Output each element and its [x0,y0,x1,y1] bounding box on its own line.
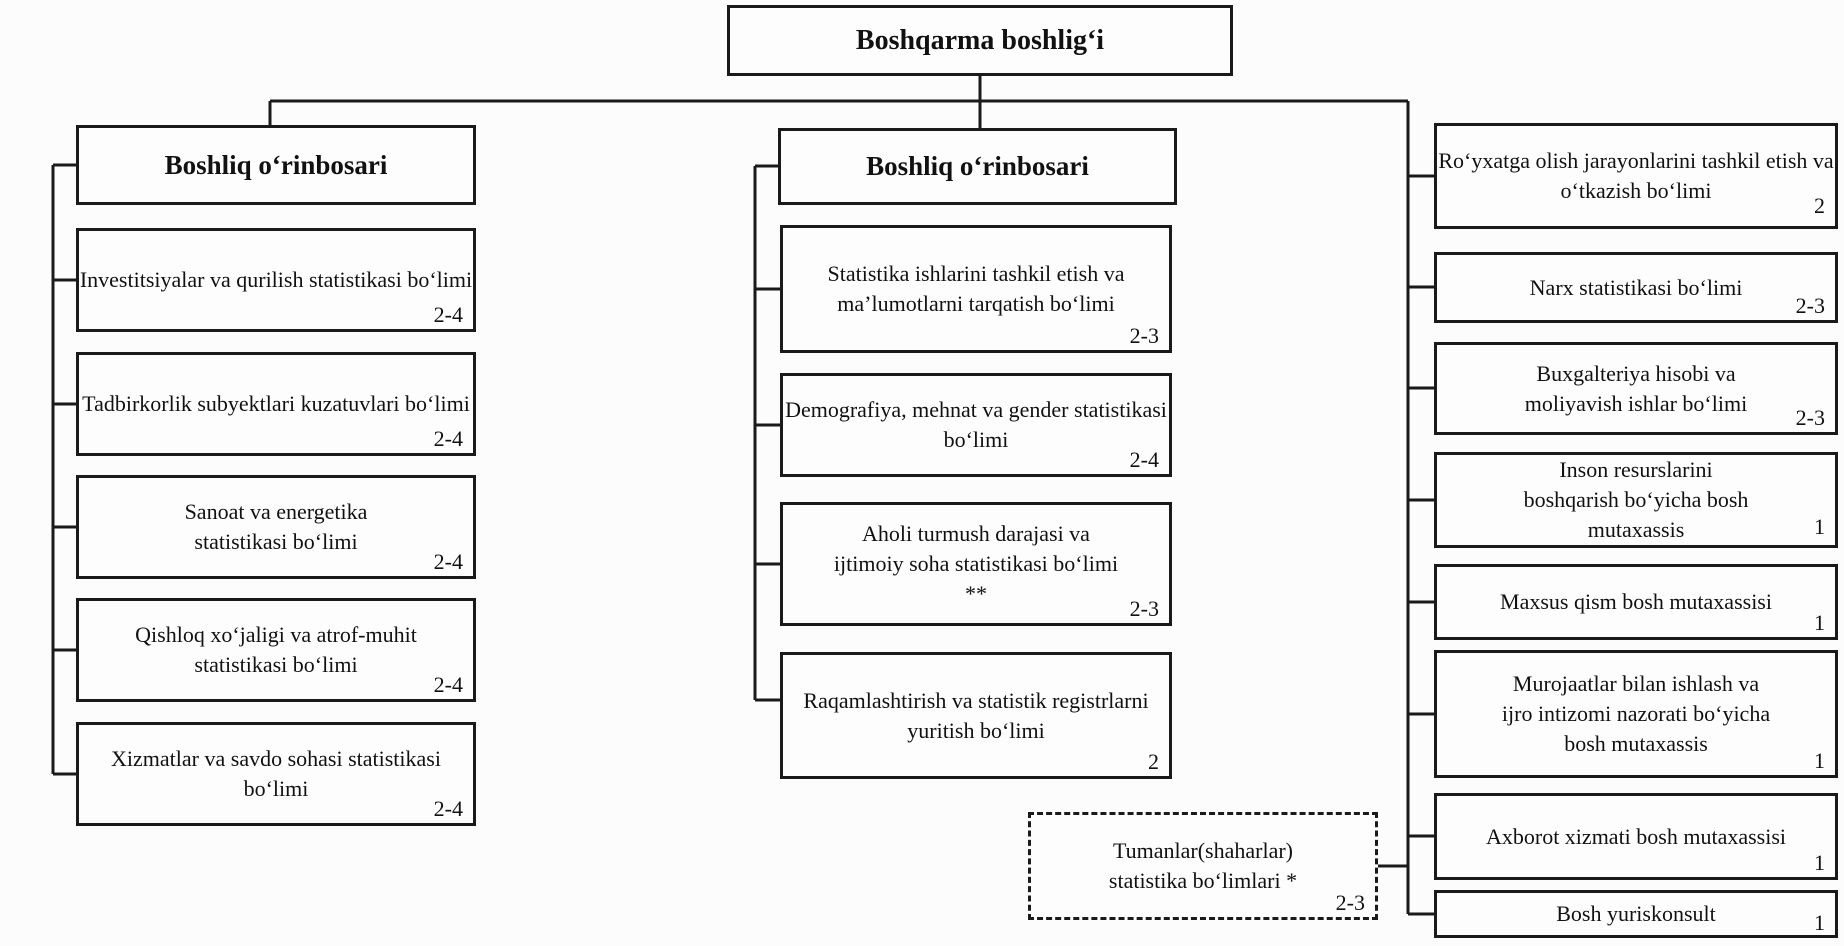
staff-count-badge: 2-3 [1795,292,1825,318]
node-investments-construction [76,228,476,332]
staff-count-badge: 2-4 [1129,446,1159,472]
staff-count-badge: 1 [1814,513,1825,539]
staff-count-badge: 2-4 [433,795,463,821]
staff-count-badge: 2-3 [1129,322,1159,348]
node-deputy-left [76,125,476,205]
staff-count-badge: 1 [1814,747,1825,773]
node-label: Tadbirkorlik subyektlari kuzatuvlari bo‘limi [82,391,470,417]
staff-count-badge: 1 [1814,909,1825,935]
node-demography-labour-gender [780,373,1172,477]
staff-count-badge: 1 [1814,849,1825,875]
node-label: Boshqarma boshlig‘i [855,24,1105,56]
node-statistical-works [780,225,1172,353]
node-label: Axborot xizmati bosh mutaxassisi [1485,823,1787,849]
node-digitalization-registers [780,652,1172,779]
node-label: Narx statistikasi bo‘limi [1529,274,1743,300]
node-department-head [727,5,1233,76]
node-label: Investitsiyalar va qurilish statistikasi bo‘limi [79,267,473,293]
node-business-entities [76,352,476,456]
node-label: Qishloq xo‘jaligi va atrof-muhit statistikasi bo‘limi [135,622,417,677]
staff-count-badge: 1 [1814,609,1825,635]
staff-count-badge: 2-4 [433,425,463,451]
node-deputy-middle [778,128,1177,205]
staff-count-badge: 2-3 [1129,595,1159,621]
staff-count-badge: 2-4 [433,548,463,574]
staff-count-badge: 2-4 [433,301,463,327]
node-services-trade [76,722,476,826]
node-information-service [1434,793,1838,880]
node-special-unit [1434,564,1838,640]
node-label: Ro‘yxatga olish jarayonlarini tashkil etish va o‘tkazish bo‘limi [1438,148,1834,203]
node-appeals-discipline [1434,650,1838,778]
staff-count-badge: 2 [1814,192,1825,218]
node-living-standards [780,502,1172,626]
node-label: Boshliq o‘rinbosari [866,151,1089,182]
node-accounting-finance [1434,342,1838,435]
node-label: Statistika ishlarini tashkil etish va ma’lumotlarni tarqatish bo‘limi [827,261,1125,316]
node-human-resources [1434,452,1838,548]
node-label: Aholi turmush darajasi va ijtimoiy soha statistikasi bo‘limi ** [833,521,1119,606]
staff-count-badge: 2-3 [1795,404,1825,430]
node-registration-processes [1434,123,1838,229]
node-agriculture-environment [76,598,476,702]
node-label: Inson resurslarini boshqarish bo‘yicha bosh mutaxassis [1523,457,1749,542]
node-label: Tumanlar(shaharlar) statistika bo‘limlari * [1108,838,1298,893]
staff-count-badge: 2-4 [433,671,463,697]
node-label: Raqamlashtirish va statistik registrlarni yuritish bo‘limi [803,687,1149,743]
node-chief-legal-counsel [1434,890,1838,938]
node-label: Boshliq o‘rinbosari [164,149,388,180]
node-label: Sanoat va energetika statistikasi bo‘limi [184,499,368,554]
node-label: Maxsus qism bosh mutaxassisi [1500,589,1772,615]
node-label: Buxgalteriya hisobi va moliyavish ishlar bo‘limi [1524,360,1748,416]
node-price-statistics [1434,252,1838,323]
staff-count-badge: 2 [1148,748,1159,774]
node-label: Xizmatlar va savdo sohasi statistikasi bo‘limi [111,746,441,801]
node-label: Murojaatlar bilan ishlash va ijro intizomi nazorati bo‘yicha bosh mutaxassis [1501,671,1771,756]
node-label: Demografiya, mehnat va gender statistikasi bo‘limi [785,397,1167,452]
node-district-statistics [1028,812,1378,920]
staff-count-badge: 2-3 [1335,889,1365,915]
node-label: Bosh yuriskonsult [1556,901,1716,927]
node-industry-energy [76,475,476,579]
